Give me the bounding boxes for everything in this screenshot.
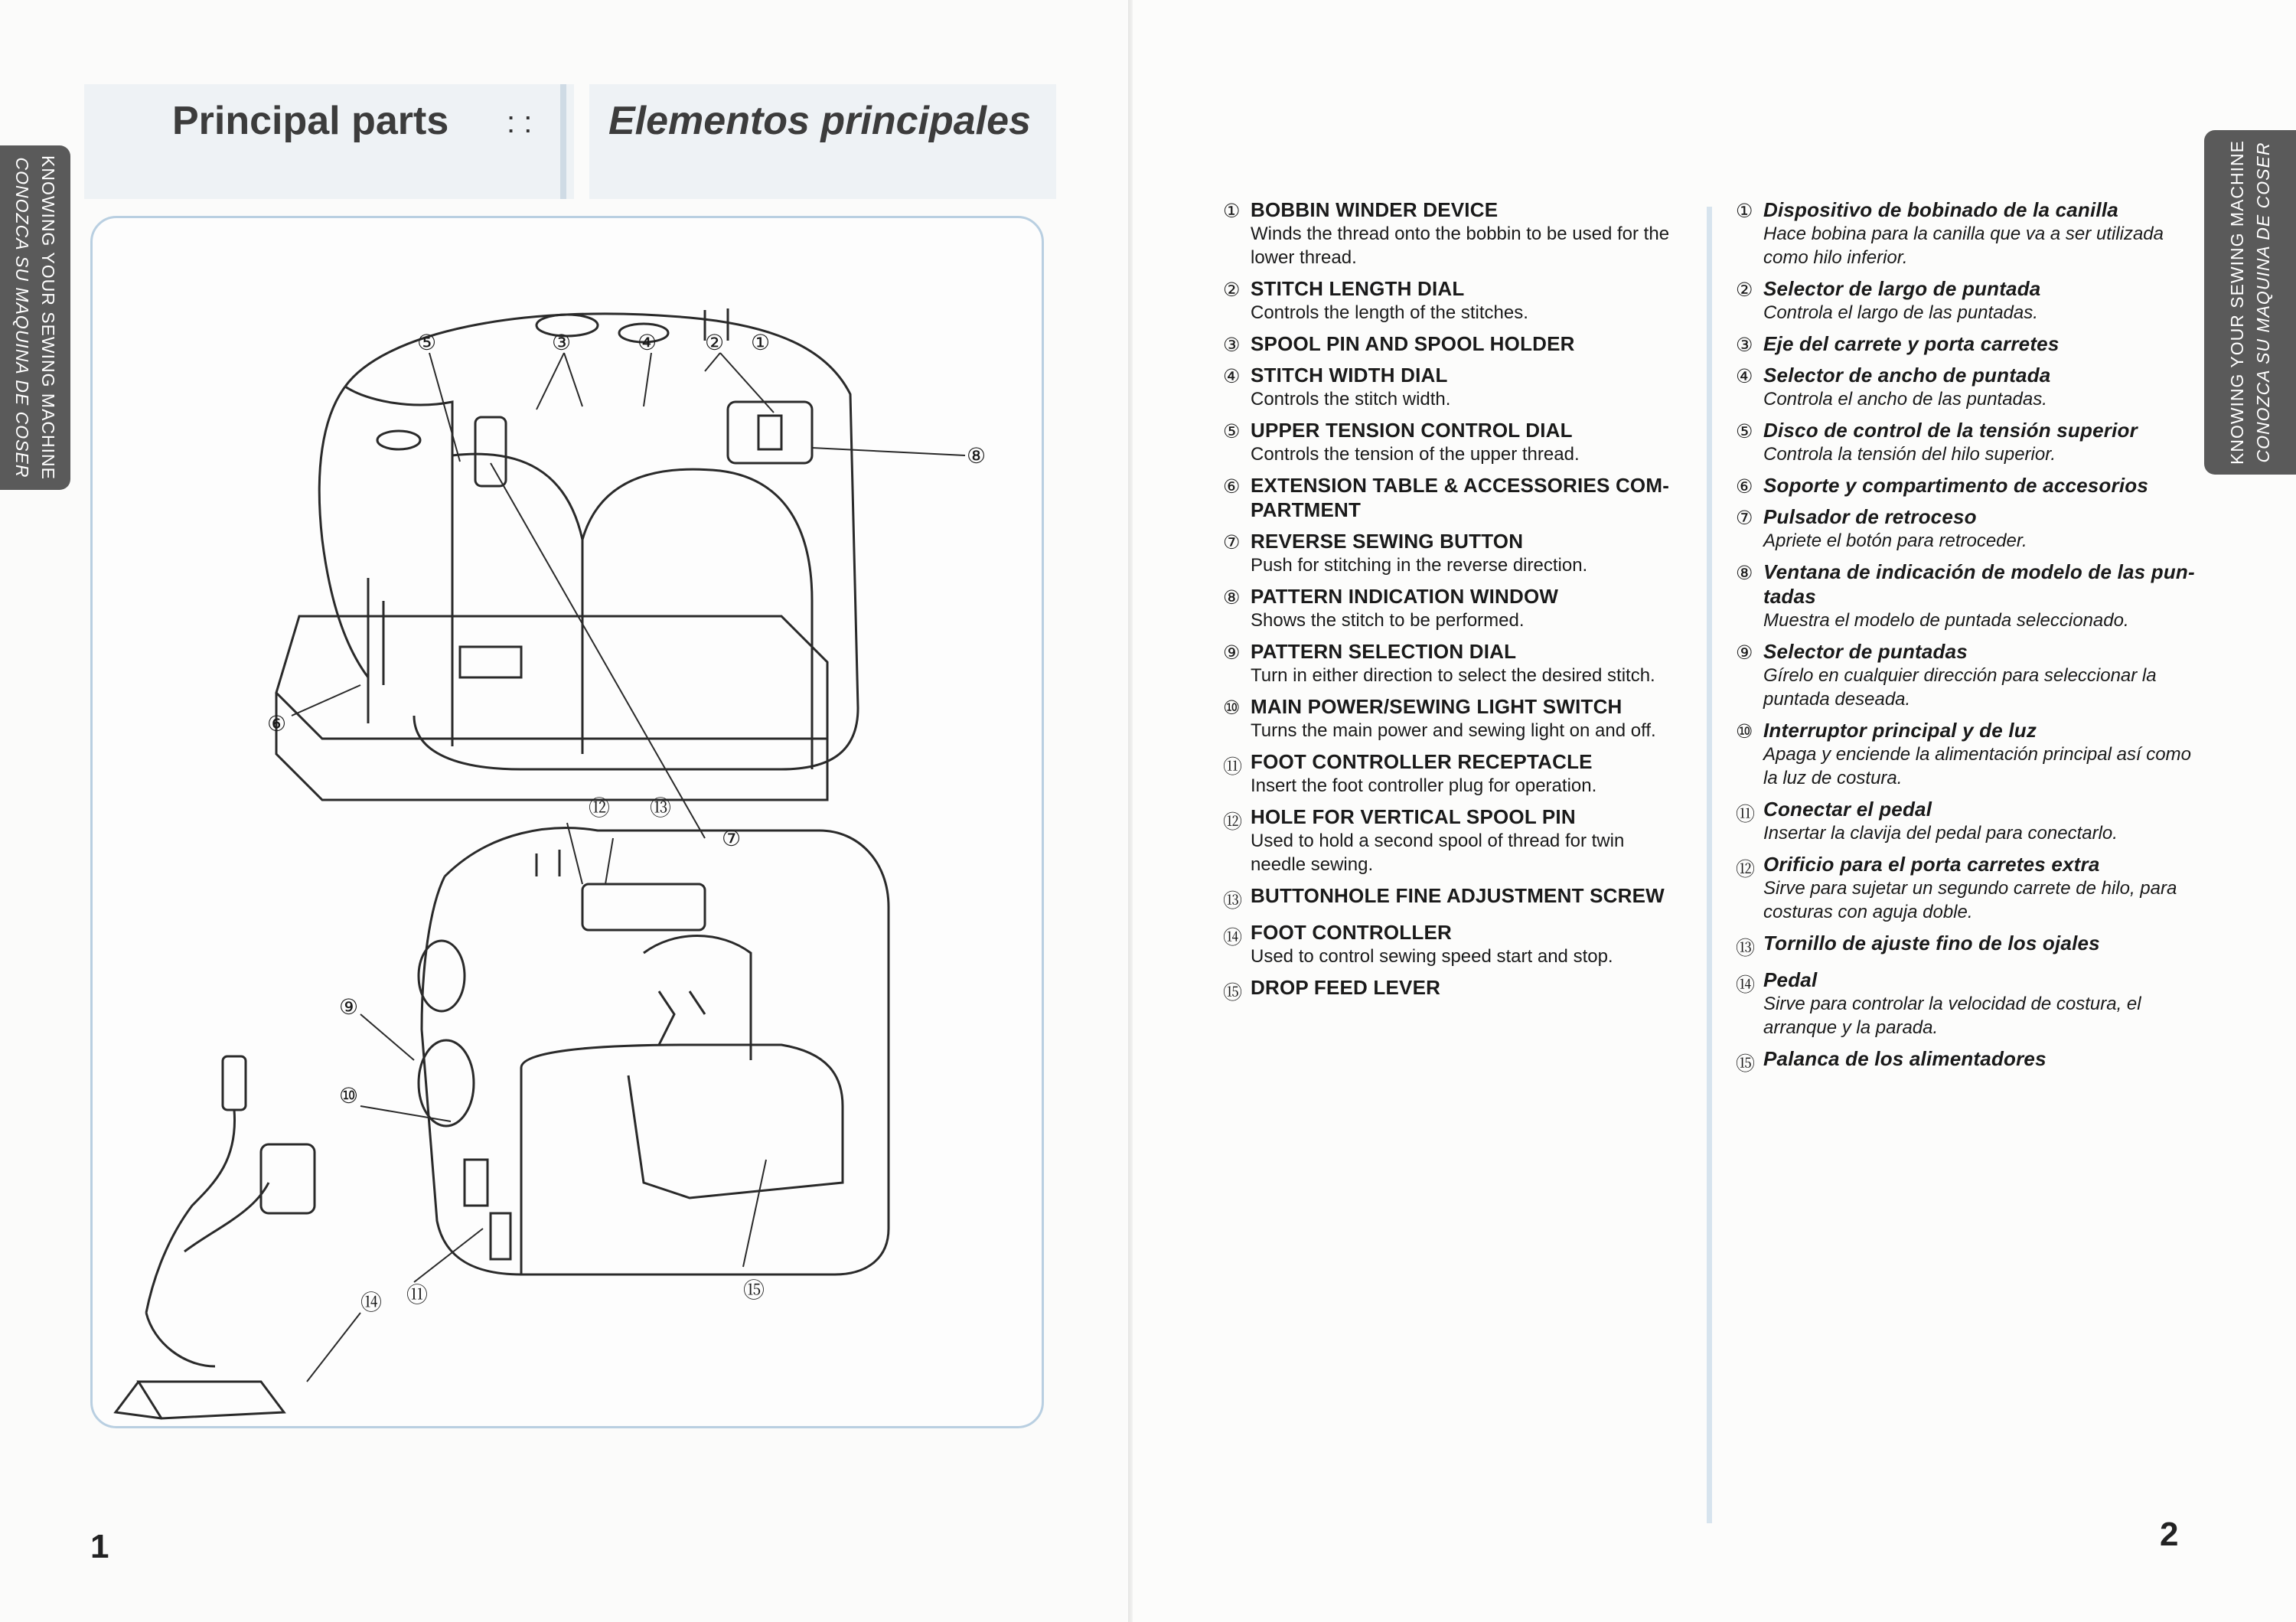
list-item: [1736, 852, 2195, 924]
list-item: [1736, 1046, 2195, 1076]
section-tab-line-es: CONOZCA SU MAQUINA DE COSER: [2253, 142, 2273, 463]
item-description: Controla el ancho de las puntadas.: [1763, 389, 2047, 410]
item-number: ⑮: [1223, 981, 1243, 1004]
list-item: [1223, 975, 1682, 1005]
item-name: Orificio para el porta carretes extra: [1763, 853, 2100, 876]
item-name: Soporte y compartimento de accesorios: [1763, 474, 2148, 497]
list-item: [1223, 473, 1682, 522]
list-item: [1223, 363, 1682, 411]
item-name: UPPER TENSION CONTROL DIAL: [1251, 419, 1573, 442]
item-description: Gírelo en cualquier dirección para seleccionar la puntada deseada.: [1763, 665, 2157, 710]
item-description: Controla la tensión del hilo superior.: [1763, 444, 2056, 465]
callout-1: ①: [751, 330, 771, 355]
section-tab-line-es: CONOZCA SU MAQUINA DE COSER: [12, 157, 32, 478]
list-item: [1223, 276, 1682, 325]
list-item: [1736, 473, 2195, 498]
item-number: ⑪: [1223, 756, 1243, 778]
item-number: ⑤: [1223, 420, 1241, 442]
item-name: Dispositivo de bobinado de la canilla: [1763, 198, 2118, 221]
item-description: Controls the length of the stitches.: [1251, 302, 1528, 323]
lower-machine-drawing: [419, 828, 889, 1274]
item-description: Controls the tension of the upper thread.: [1251, 444, 1580, 465]
cord-and-pedal-drawing: [116, 1056, 315, 1418]
list-item: [1736, 560, 2195, 632]
item-description: Turn in either direction to select the desired stitch.: [1251, 665, 1655, 686]
item-description: Controla el largo de las puntadas.: [1763, 302, 2038, 323]
item-description: Insert the foot controller plug for operation.: [1251, 775, 1597, 796]
item-number: ⑦: [1736, 507, 1753, 529]
item-name: STITCH WIDTH DIAL: [1251, 364, 1448, 387]
page-number-right: 2: [2160, 1516, 2179, 1553]
list-item: [1736, 797, 2195, 845]
item-name: Tornillo de ajuste fino de los ojales: [1763, 932, 2100, 955]
item-name: Selector de largo de puntada: [1763, 277, 2041, 300]
item-number: ④: [1736, 365, 1753, 387]
item-name: Palanca de los alimentadores: [1763, 1047, 2047, 1070]
item-description: Sirve para controlar la velocidad de costura, el arranque y la parada.: [1763, 994, 2141, 1038]
section-tab-line-en: KNOWING YOUR SEWING MACHINE: [2227, 140, 2247, 465]
callout-13: ⑬: [650, 795, 672, 821]
item-description: Sirve para sujetar un segundo carrete de hilo, para costuras con aguja doble.: [1763, 878, 2177, 922]
item-description: Winds the thread onto the bobbin to be used for the lower thread.: [1251, 224, 1670, 268]
page-title-es: Elementos principales: [608, 99, 1031, 143]
item-number: ②: [1223, 279, 1241, 301]
parts-list-spanish: [1736, 197, 2195, 1083]
item-number: ⑬: [1223, 889, 1243, 912]
list-item: [1736, 363, 2195, 411]
callout-14: ⑭: [360, 1290, 383, 1315]
item-number: ⑧: [1736, 562, 1753, 584]
list-item: [1736, 276, 2195, 325]
section-tab-line-en: KNOWING YOUR SEWING MACHINE: [38, 155, 58, 480]
item-name: Interruptor principal y de luz: [1763, 719, 2037, 742]
item-number: ⑭: [1736, 974, 1756, 996]
item-name: FOOT CONTROLLER RECEPTACLE: [1251, 750, 1593, 773]
item-number: ⑨: [1223, 641, 1241, 664]
item-name: Eje del carrete y porta carretes: [1763, 332, 2060, 355]
parts-list-english: [1223, 197, 1682, 1012]
item-number: ⑧: [1223, 586, 1241, 609]
list-item: [1223, 639, 1682, 687]
item-description: Insertar la clavija del pedal para conectarlo.: [1763, 823, 2118, 844]
item-name: SPOOL PIN AND SPOOL HOLDER: [1251, 332, 1575, 355]
title-separator: : :: [507, 106, 533, 139]
item-description: Apriete el botón para retroceder.: [1763, 530, 2027, 551]
item-number: ⑫: [1736, 858, 1756, 880]
callout-6: ⑥: [267, 711, 287, 736]
item-name: EXTENSION TABLE & ACCESSORIES COM-PARTMENT: [1251, 474, 1670, 521]
item-name: MAIN POWER/SEWING LIGHT SWITCH: [1251, 695, 1623, 718]
machine-illustration-panel: [90, 216, 1044, 1428]
item-name: BOBBIN WINDER DEVICE: [1251, 198, 1499, 221]
item-description: Push for stitching in the reverse direction.: [1251, 555, 1588, 576]
item-name: REVERSE SEWING BUTTON: [1251, 530, 1524, 553]
item-description: Used to control sewing speed start and stop.: [1251, 946, 1613, 967]
callout-2: ②: [705, 330, 725, 355]
item-name: PATTERN SELECTION DIAL: [1251, 640, 1517, 663]
section-tab-right: [2204, 130, 2296, 475]
list-item: [1736, 931, 2195, 961]
item-description: Apaga y enciende la alimentación principal así como la luz de costura.: [1763, 744, 2191, 788]
item-name: PATTERN INDICATION WINDOW: [1251, 585, 1559, 608]
item-number: ⑬: [1736, 937, 1756, 959]
list-item: [1223, 529, 1682, 577]
sewing-machine-diagram: [93, 218, 1042, 1426]
item-number: ⑩: [1223, 697, 1241, 719]
column-divider: [1707, 207, 1712, 1523]
item-description: Shows the stitch to be performed.: [1251, 610, 1525, 631]
item-description: Used to hold a second spool of thread for twin needle sewing.: [1251, 831, 1625, 875]
item-name: DROP FEED LEVER: [1251, 976, 1441, 999]
item-description: Hace bobina para la canilla que va a ser utilizada como hilo inferior.: [1763, 224, 2164, 268]
item-number: ②: [1736, 279, 1753, 301]
list-item: [1736, 504, 2195, 553]
list-item: [1223, 584, 1682, 632]
item-number: ⑨: [1736, 641, 1753, 664]
item-name: Disco de control de la tensión superior: [1763, 419, 2138, 442]
item-name: Pulsador de retroceso: [1763, 505, 1977, 528]
item-description: Controls the stitch width.: [1251, 389, 1451, 410]
item-number: ①: [1223, 200, 1241, 222]
upper-machine-drawing: [276, 308, 858, 800]
item-number: ⑥: [1736, 475, 1753, 498]
item-name: Conectar el pedal: [1763, 798, 1932, 821]
list-item: [1223, 418, 1682, 466]
title-divider: [560, 84, 566, 199]
callout-10: ⑩: [339, 1083, 359, 1108]
list-item: [1223, 920, 1682, 968]
item-number: ③: [1223, 334, 1241, 356]
item-number: ⑥: [1223, 475, 1241, 498]
item-number: ⑪: [1736, 803, 1756, 825]
item-number: ⑤: [1736, 420, 1753, 442]
list-item: [1736, 718, 2195, 790]
item-number: ①: [1736, 200, 1753, 222]
item-name: FOOT CONTROLLER: [1251, 921, 1452, 944]
item-number: ③: [1736, 334, 1753, 356]
callout-numbers: [267, 330, 986, 1315]
list-item: [1223, 197, 1682, 269]
list-item: [1223, 749, 1682, 798]
item-description: Turns the main power and sewing light on and off.: [1251, 720, 1656, 741]
callout-11: ⑪: [406, 1282, 429, 1307]
list-item: [1736, 197, 2195, 269]
item-number: ⑭: [1223, 926, 1243, 948]
page-title-en: Principal parts: [172, 99, 449, 143]
item-number: ⑩: [1736, 720, 1753, 742]
callout-7: ⑦: [722, 826, 742, 851]
callout-12: ⑫: [589, 795, 611, 821]
item-number: ⑦: [1223, 531, 1241, 553]
callout-5: ⑤: [417, 330, 437, 355]
callout-8: ⑧: [967, 443, 987, 468]
item-name: Selector de puntadas: [1763, 640, 1968, 663]
leader-lines: [292, 353, 965, 1382]
left-page: [0, 0, 1133, 1622]
item-name: STITCH LENGTH DIAL: [1251, 277, 1465, 300]
callout-4: ④: [638, 330, 657, 355]
callout-9: ⑨: [339, 994, 359, 1020]
item-name: Pedal: [1763, 968, 1818, 991]
section-tab-left: [0, 145, 70, 490]
item-number: ⑫: [1223, 811, 1243, 833]
callout-15: ⑮: [743, 1278, 765, 1303]
list-item: [1223, 804, 1682, 876]
item-name: BUTTONHOLE FINE ADJUSTMENT SCREW: [1251, 884, 1665, 907]
item-name: Ventana de indicación de modelo de las pun-tadas: [1763, 560, 2195, 608]
list-item: [1223, 883, 1682, 913]
page-number-left: 1: [90, 1528, 109, 1565]
item-number: ④: [1223, 365, 1241, 387]
item-number: ⑮: [1736, 1053, 1756, 1075]
list-item: [1736, 331, 2195, 356]
item-name: Selector de ancho de puntada: [1763, 364, 2051, 387]
list-item: [1736, 639, 2195, 711]
list-item: [1736, 418, 2195, 466]
item-name: HOLE FOR VERTICAL SPOOL PIN: [1251, 805, 1576, 828]
list-item: [1223, 694, 1682, 742]
item-description: Muestra el modelo de puntada seleccionado.: [1763, 610, 2129, 631]
callout-3: ③: [552, 330, 572, 355]
list-item: [1223, 331, 1682, 356]
list-item: [1736, 968, 2195, 1039]
